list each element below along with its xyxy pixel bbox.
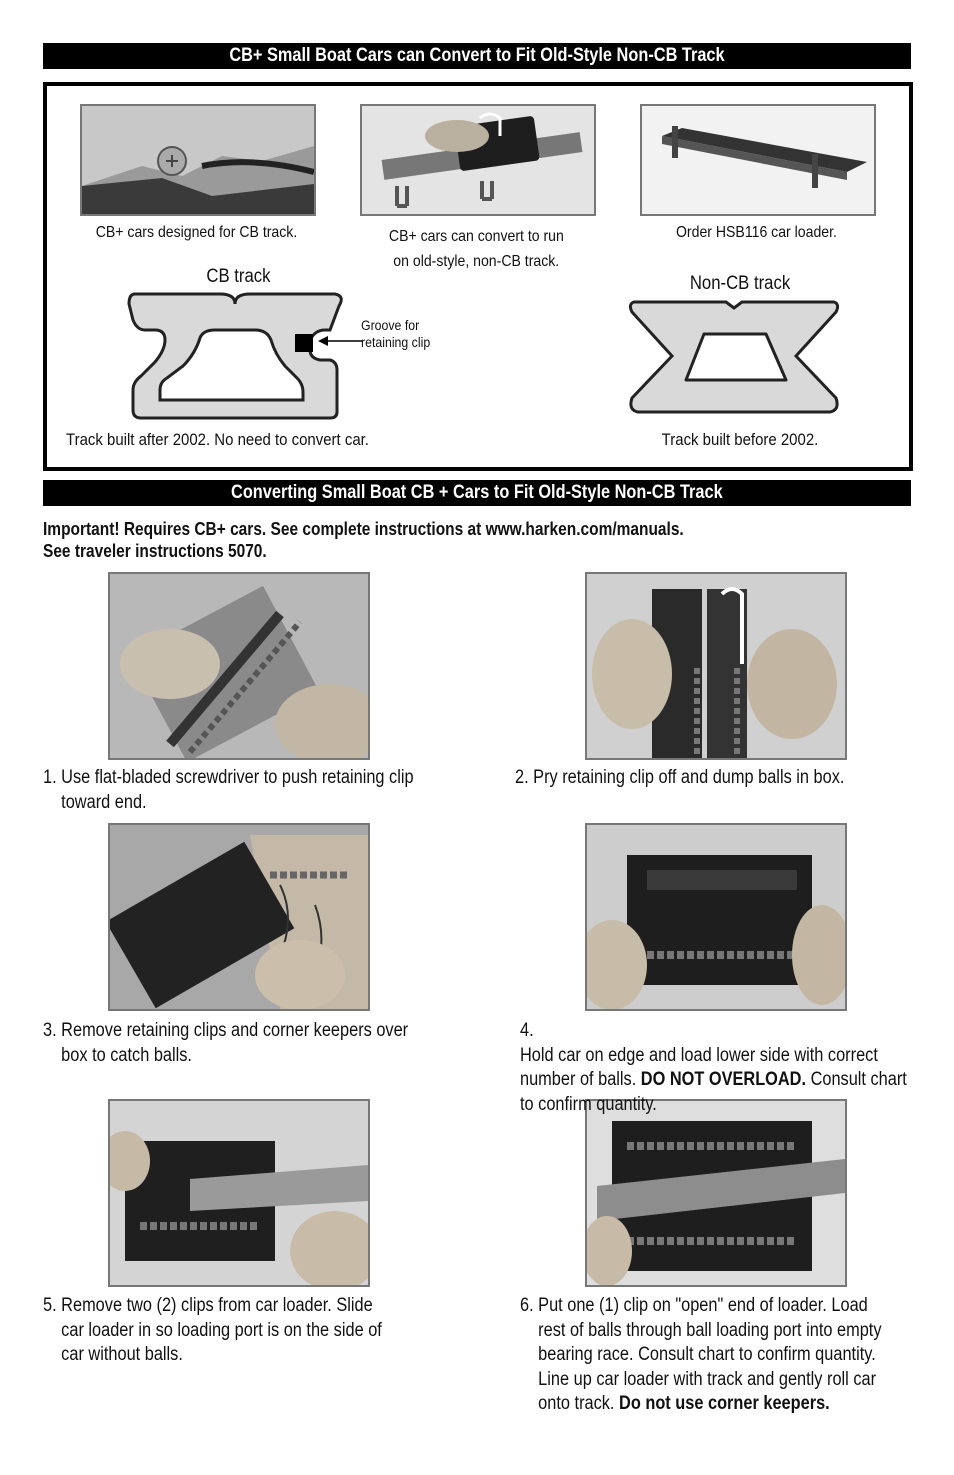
step4-photo-art [587, 825, 845, 1009]
step-text: Pry retaining clip off and dump balls in box. [533, 767, 845, 788]
caption-photo3: Order HSB116 car loader. [675, 224, 837, 241]
step3-photo-art [110, 825, 368, 1009]
step1-photo [108, 572, 370, 760]
step-3 [43, 1019, 513, 1068]
photo-convert-car-art [362, 106, 594, 214]
step6-photo [585, 1099, 847, 1287]
step-text-after: Consult chart to confirm quantity. [520, 1069, 907, 1115]
step-number: 1. [43, 767, 57, 788]
important-note: Important! Requires CB+ cars. See complete instructions at www.harken.com/manuals. See traveler instructions 5070. [43, 519, 684, 561]
step6-photo-art [587, 1101, 845, 1285]
cb-track-diagram [125, 290, 345, 420]
section-title-1: CB+ Small Boat Cars can Convert to Fit Old-Style Non-CB Track [43, 43, 911, 69]
photo-cb-car-closeup [80, 104, 316, 216]
step-5 [43, 1294, 513, 1368]
step-6 [520, 1294, 954, 1417]
step4-photo [585, 823, 847, 1011]
step-text: Put one (1) clip on "open" end of loader. Load rest of balls through ball loading port into empty bearing race. Consult chart to confirm quantity. Line up car loader with track and gently roll car onto track. [538, 1295, 882, 1414]
step1-photo-art [110, 574, 368, 758]
caption-photo1: CB+ cars designed for CB track. [95, 224, 297, 241]
photo-car-loader-art [642, 106, 874, 214]
step-1 [43, 766, 513, 815]
caption-photo2: CB+ cars can convert to run on old-style, non-CB track. [388, 228, 564, 270]
step-number: 6. [520, 1295, 534, 1316]
step-number: 3. [43, 1020, 57, 1041]
section-title-2: Converting Small Boat CB + Cars to Fit Old-Style Non-CB Track [43, 480, 911, 506]
step-text: Use flat-bladed screwdriver to push retaining clip toward end. [61, 767, 414, 813]
cb-track-label: CB track [205, 266, 271, 287]
photo-car-loader [640, 104, 876, 216]
step-number: 4. [520, 1020, 534, 1041]
step-text: Remove two (2) clips from car loader. Slide car loader in so loading port is on the side of car without balls. [61, 1295, 382, 1365]
step2-photo-art [587, 574, 845, 758]
step-number: 2. [515, 767, 529, 788]
step3-photo [108, 823, 370, 1011]
step5-photo-art [110, 1101, 368, 1285]
step2-photo [585, 572, 847, 760]
step-4 [520, 1019, 954, 1117]
step5-photo [108, 1099, 370, 1287]
step-number: 5. [43, 1295, 57, 1316]
photo-cb-car-closeup-art [82, 106, 314, 214]
step-2 [515, 766, 954, 791]
groove-arrow [318, 334, 364, 348]
noncb-track-note: Track built before 2002. [661, 430, 819, 449]
step-text: Hold car on edge and load lower side with correct number of balls. [520, 1044, 878, 1090]
step-warning: DO NOT OVERLOAD. [640, 1069, 807, 1090]
noncb-track-label: Non-CB track [689, 273, 791, 294]
groove-label: Groove for retaining clip [361, 317, 431, 350]
photo-convert-car [360, 104, 596, 216]
cb-track-note: Track built after 2002. No need to convert car. [66, 430, 369, 449]
noncb-track-diagram [626, 298, 842, 416]
step-text: Remove retaining clips and corner keepers over box to catch balls. [61, 1020, 409, 1066]
step-warning: Do not use corner keepers. [619, 1393, 830, 1414]
